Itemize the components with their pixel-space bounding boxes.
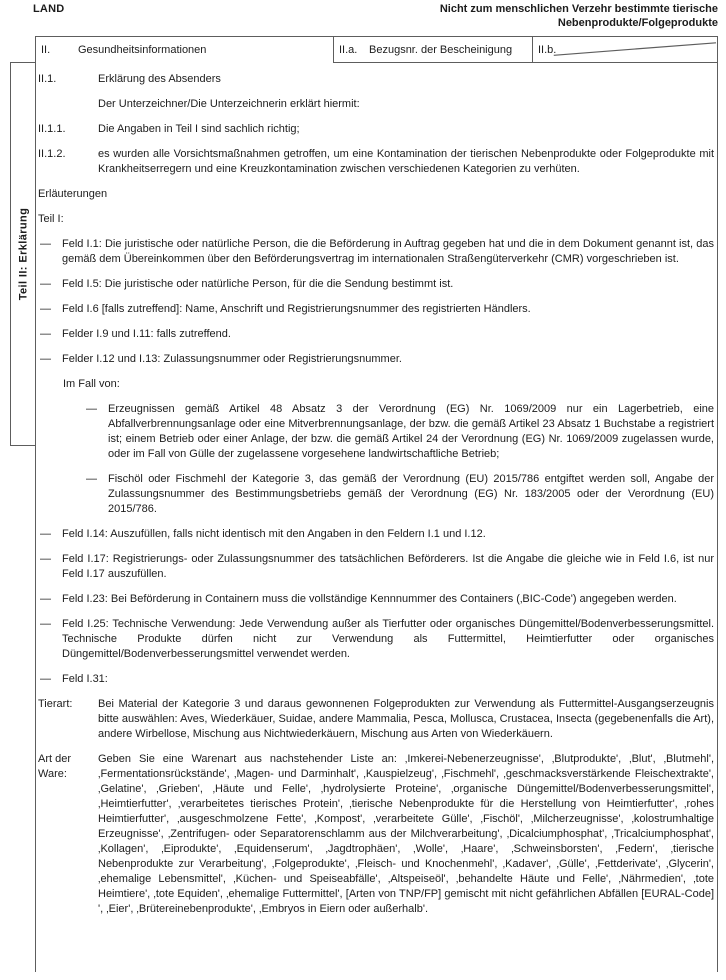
note-field-i5 bbox=[40, 277, 714, 292]
certificate-box bbox=[35, 36, 718, 972]
note-field-i31 bbox=[40, 672, 714, 687]
clause-number bbox=[38, 97, 98, 112]
note-text: Feld I.23: Bei Beförderung in Containern muss die vollständige Kennnummer des Containers (‚BIC-Code') angegeben werden. bbox=[62, 593, 677, 605]
clause-ii-1 bbox=[38, 72, 714, 87]
dash-bullet: — bbox=[86, 473, 97, 485]
species-note-text: Bei Material der Kategorie 3 und daraus gewonnenen Folgeprodukten zur Verwendung als Futtermittel-Ausgangserzeugnis bitte auswählen: Aves, Wiederkäuer, Suidae, andere Mammalia, Pesca, Mollusca, Crustacea, Insecta (gegebenenfalls die Art), andere Wirbellose, Mischung aus Nichtwiederkäuern, Mischung aus Arten von Wiederkäuern. bbox=[98, 698, 714, 740]
document-title-line1: Nicht zum menschlichen Verzehr bestimmte tierische bbox=[439, 3, 718, 15]
note-case-storage-plant bbox=[86, 402, 714, 462]
note-field-i1 bbox=[40, 237, 714, 267]
header-cell-reference-number bbox=[334, 37, 533, 63]
diagonal-strike-line bbox=[533, 37, 717, 62]
note-text: Fischöl oder Fischmehl der Kategorie 3, das gemäß der Verordnung (EU) 2015/786 entgiftet werden soll, Angabe der Zulassungsnummer des Bestimmungsbetriebs gemäß der Verordnung (EG) Nr. 183/2005 oder der Verordnung (EU) 2015/786. bbox=[108, 473, 714, 515]
clause-text: Die Angaben in Teil I sind sachlich richtig; bbox=[98, 123, 300, 135]
commodity-type-note bbox=[38, 752, 714, 917]
header-cell-iib-number: II.b. bbox=[538, 43, 557, 56]
dash-bullet: — bbox=[40, 303, 51, 315]
header-cell-iia-number: II.a. bbox=[339, 43, 358, 56]
note-field-i14 bbox=[40, 527, 714, 542]
document-title bbox=[440, 3, 718, 30]
note-text: Feld I.14: Auszufüllen, falls nicht identisch mit den Angaben in den Feldern I.1 und I.12. bbox=[62, 528, 486, 540]
clause-number: II.1.2. bbox=[38, 148, 66, 160]
header-cell-iib bbox=[533, 37, 717, 63]
clause-number: II.1.1. bbox=[38, 123, 66, 135]
header-cell-health-information bbox=[36, 37, 334, 63]
header-cell-ii-number: II. bbox=[41, 44, 51, 56]
header-cell-ii-label: Gesundheitsinformationen bbox=[78, 44, 207, 56]
dash-bullet: — bbox=[86, 403, 97, 415]
dash-bullet: — bbox=[40, 673, 51, 685]
note-text: Felder I.9 und I.11: falls zutreffend. bbox=[62, 328, 231, 340]
part-ii-sidebar-label: Teil II: Erklärung bbox=[17, 207, 30, 301]
note-text: Felder I.12 und I.13: Zulassungsnummer oder Registrierungsnummer. bbox=[62, 353, 402, 365]
note-text: Erzeugnissen gemäß Artikel 48 Absatz 3 der Verordnung (EG) Nr. 1069/2009 nur ein Lagerbetrieb, eine Abfallverbrennungsanlage oder eine Mitverbrennungsanlage, der bzw. die gemäß Artikel 23 Absatz 1 Buchstabe a registriert ist; einem Betrieb oder einer Anlage, der bzw. die gemäß Artikel 24 der Verordnung (EG) Nr. 1069/2009 zugelassen wurde, oder im Fall von Gülle der zugelassene vorgesehene landwirtschaftliche Betrieb; bbox=[108, 403, 714, 460]
note-field-i17 bbox=[40, 552, 714, 582]
header-cell-iia-label: Bezugsnr. der Bescheinigung bbox=[369, 43, 513, 56]
dash-bullet: — bbox=[40, 278, 51, 290]
note-text: Feld I.25: Technische Verwendung: Jede Verwendung außer als Tierfutter oder organisches Düngemittel/Bodenverbesserungsmittel. Technische Produkte dürfen nicht zur Verwendung als Futtermittel, Heimtierfutter oder organisches Düngemittel/Bodenverbesserungsmittel verwendet werden. bbox=[62, 618, 714, 660]
species-note bbox=[38, 697, 714, 742]
clause-text: es wurden alle Vorsichtsmaßnahmen getroffen, um eine Kontamination der tierischen Nebenprodukte oder Folgeprodukte mit Krankheitserregern und eine Kreuzkontamination zwischen verschiedenen Kategorien zu verhüten. bbox=[98, 148, 714, 175]
header-row bbox=[36, 37, 717, 63]
clause-number: II.1. bbox=[38, 73, 57, 85]
note-text: Feld I.6 [falls zutreffend]: Name, Anschrift und Registrierungsnummer des registrierten Händlers. bbox=[62, 303, 531, 315]
part-ii-sidebar bbox=[10, 62, 36, 446]
part-i-heading: Teil I: bbox=[38, 213, 64, 225]
clause-text: Erklärung des Absenders bbox=[98, 73, 221, 85]
clause-text: Der Unterzeichner/Die Unterzeichnerin erklärt hiermit: bbox=[98, 98, 360, 110]
note-fields-i12-i13 bbox=[40, 352, 714, 367]
certificate-body bbox=[36, 63, 717, 917]
note-text: Feld I.17: Registrierungs- oder Zulassungsnummer des tatsächlichen Beförderers. Ist die Angabe die gleiche wie in Feld I.6, ist nur Feld I.17 auszufüllen. bbox=[62, 553, 714, 580]
note-text: Feld I.1: Die juristische oder natürliche Person, die die Beförderung in Auftrag gegeben hat und die in dem Dokument genannt ist, das gemäß dem Übereinkommen über den Beförderungsvertrag im internationalen Straßengüterverkehr (CMR) vorgeschrieben ist. bbox=[62, 238, 714, 265]
note-fields-i9-i11 bbox=[40, 327, 714, 342]
im-fall-von-heading: Im Fall von: bbox=[63, 378, 120, 390]
note-field-i25 bbox=[40, 617, 714, 662]
clause-ii-1-2 bbox=[38, 147, 714, 177]
dash-bullet: — bbox=[40, 238, 51, 250]
note-text: Feld I.5: Die juristische oder natürliche Person, für die die Sendung bestimmt ist. bbox=[62, 278, 454, 290]
commodity-type-text: Geben Sie eine Warenart aus nachstehender Liste an: ‚Imkerei-Nebenerzeugnisse', ‚Blutprodukte', ‚Blut', ‚Blutmehl', ‚Fermentationsrückstände', ‚Magen- und Darminhalt', ‚Kauspielzeug', ‚Fischmehl', ‚geschmacksverstärkende Fleischextrakte', ‚Gelatine', ‚Grieben', ‚Häute und Felle', ‚hydrolysierte Proteine', ‚organische Düngemittel/Bodenverbesserungsmittel', ‚Heimtierfutter', ‚verarbeitetes tierisches Protein', ‚tierische Nebenprodukte für die Herstellung von Heimtierfutter', ‚rohes Heimtierfutter', ‚ausgeschmolzene Fette', ‚Kompost', ‚verarbeitete Gülle', ‚Fischöl', ‚Milcherzeugnisse', ‚kolostrumhaltige Erzeugnisse', ‚Zentrifugen- oder Separatorenschlamm aus der Milchverarbeitung', ‚Dicalciumphosphat', ‚Tricalciumphosphat', ‚Kollagen', ‚Eiprodukte', ‚Equidenserum', ‚Jagdtrophäen', ‚Wolle', ‚Haare', ‚Schweinsborsten', ‚Federn', ‚tierische Nebenprodukte zur Verarbeitung', ‚Folgeprodukte', ‚Fleisch- und Knochenmehl', ‚Kadaver', ‚Gülle', ‚Fettderivate', ‚Glycerin', ‚ehemalige Lebensmittel', ‚Küchen- und Speiseabfälle', ‚Altspeiseöl', ‚behandelte Häute und Felle', ‚Nährmedien', ‚tote Heimtiere', ‚tote Equiden', ‚ehemalige Futtermittel', [Arten von TNP/FP] gemischt mit nicht gefährlichen Abfällen [EURAL-Code] ', ‚Eier', ‚Brütereinebenprodukte', ‚Embryos in Eiern oder außerhalb'. bbox=[98, 753, 714, 915]
note-field-i23 bbox=[40, 592, 714, 607]
declaration-intro bbox=[38, 97, 714, 112]
dash-bullet: — bbox=[40, 353, 51, 365]
species-note-label: Tierart: bbox=[38, 698, 73, 710]
country-label: LAND bbox=[33, 3, 65, 15]
dash-bullet: — bbox=[40, 593, 51, 605]
note-field-i6 bbox=[40, 302, 714, 317]
note-text: Feld I.31: bbox=[62, 673, 108, 685]
note-case-fish-oil bbox=[86, 472, 714, 517]
document-title-line2: Nebenprodukte/Folgeprodukte bbox=[557, 16, 718, 29]
notes-heading: Erläuterungen bbox=[38, 188, 108, 200]
commodity-type-label: Art der Ware: bbox=[38, 753, 72, 780]
dash-bullet: — bbox=[40, 553, 51, 565]
dash-bullet: — bbox=[40, 618, 51, 630]
dash-bullet: — bbox=[40, 328, 51, 340]
clause-ii-1-1 bbox=[38, 122, 714, 137]
dash-bullet: — bbox=[40, 528, 51, 540]
